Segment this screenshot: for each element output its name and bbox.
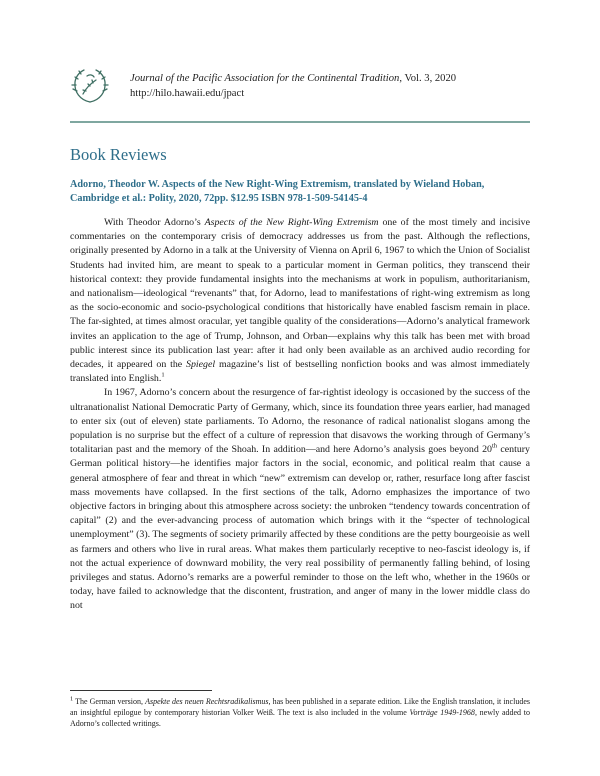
text-run: one of the most timely and incisive commentaries on the contemporary crisis of democracy addresses us from the past. Although the reflections, originally presented by Adorno in a talk at the University of Vienna on April 6, 1967 to which the Union of Socialist Students had invited him, are meant to speak to a particular moment in German politics, they transcend their historical context: they provide fundamental insights into the mechanisms at work in populism, authoritarianism, and nationalism—ideological “revenants” that, for Adorno, lead to manifestations of right-wing extremism as long as the socio-economic and socio-psychological conditions that historically have enabled fascism remain in place. The far-sighted, at times almost oracular, yet tangible quality of the considerations—Adorno’s analytical framework invites an application to the age of Trump, Johnson, and Orban—explains why this talk has been met with broad public interest since its publication last year: after it had only been available as an archived audio recording for decades, it appeared on the bbox=[70, 217, 530, 371]
paragraph-2 bbox=[70, 386, 530, 613]
text-run: With Theodor Adorno’s bbox=[104, 217, 205, 228]
journal-volume: , Vol. 3, 2020 bbox=[399, 73, 457, 84]
journal-header bbox=[130, 71, 456, 101]
text-run: century German political history—he identifies major factors in the social, economic, and political realm that cause a general atmosphere of fear and threat in which “new” extremism can develop or, rather, resurface long after fascist mass movements have collapsed. In the first sections of the talk, Adorno emphasizes the importance of two objective factors in bringing about this atmosphere across society: the unbroken “tendency towards concentration of capital” (2) and the ever-advancing process of automation which brings with it the “specter of technological unemployment” (3). The segments of society primarily affected by these conditions are the petty bourgeoisie as well as farmers and others who live in rural areas. What makes them particularly receptive to neo-fascist ideology is, if not the actual experience of downward mobility, the very real possibility of permanently falling behind, of losing privileges and status. Adorno’s remarks are a powerful reminder to those on the left who, whether in the 1960s or today, have failed to acknowledge that the discontent, frustration, and anger of many in the lower middle class do not bbox=[70, 444, 530, 612]
review-title: Adorno, Theodor W. Aspects of the New Right-Wing Extremism, translated by Wieland Hoban, Cambridge et al.: Polity, 2020, 72pp. $12.95 ISBN 978-1-509-54145-4 bbox=[70, 179, 485, 204]
footnote-divider bbox=[70, 690, 212, 691]
volume-title: Vorträge 1949-1968 bbox=[409, 708, 475, 718]
magazine-title: Spiegel bbox=[186, 359, 216, 371]
journal-url[interactable]: http://hilo.hawaii.edu/jpact bbox=[130, 88, 245, 99]
text-run: , newly added to Adorno’s collected writings. bbox=[70, 708, 531, 729]
review-body bbox=[70, 216, 530, 614]
header-divider bbox=[70, 121, 530, 123]
text-run: In 1967, Adorno’s concern about the resurgence of far-rightist ideology is occasioned by the success of the ultranationalist National Democratic Party of Germany, which, since its foundation three years earlier, had managed to enter six (out of eleven) state parliaments. To Adorno, the resonance of radical nationalist slogans among the population is no surprise but the effect of a culture of repression that disavows the working through of Germany’s totalitarian past and the memory of the Shoah. In addition—and here Adorno’s analysis goes beyond 20 bbox=[70, 387, 530, 456]
text-run: , has been published in a separate edition. Like the English translation, it includes an insightful epilogue by contemporary historian Volker Weiß. The text is also included in the volume bbox=[70, 697, 530, 718]
footnote bbox=[70, 696, 530, 730]
paragraph-1 bbox=[70, 216, 530, 386]
text-run: The German version, bbox=[73, 697, 146, 706]
ordinal-suffix: th bbox=[491, 442, 498, 450]
section-title: Book Reviews bbox=[70, 145, 167, 164]
german-title: Aspekte des neuen Rechtsradikalismus bbox=[145, 697, 269, 706]
wreath-logo-icon bbox=[68, 64, 112, 108]
footnote-ref[interactable]: 1 bbox=[161, 371, 165, 379]
footnote-number: 1 bbox=[70, 695, 74, 703]
book-title: Aspects of the New Right-Wing Extremism bbox=[204, 217, 379, 228]
text-run: magazine’s list of bestselling nonfiction books and was almost immediately translated into English. bbox=[70, 359, 530, 385]
journal-citation bbox=[130, 71, 456, 86]
journal-title: Journal of the Pacific Association for the Continental Tradition bbox=[130, 73, 400, 84]
